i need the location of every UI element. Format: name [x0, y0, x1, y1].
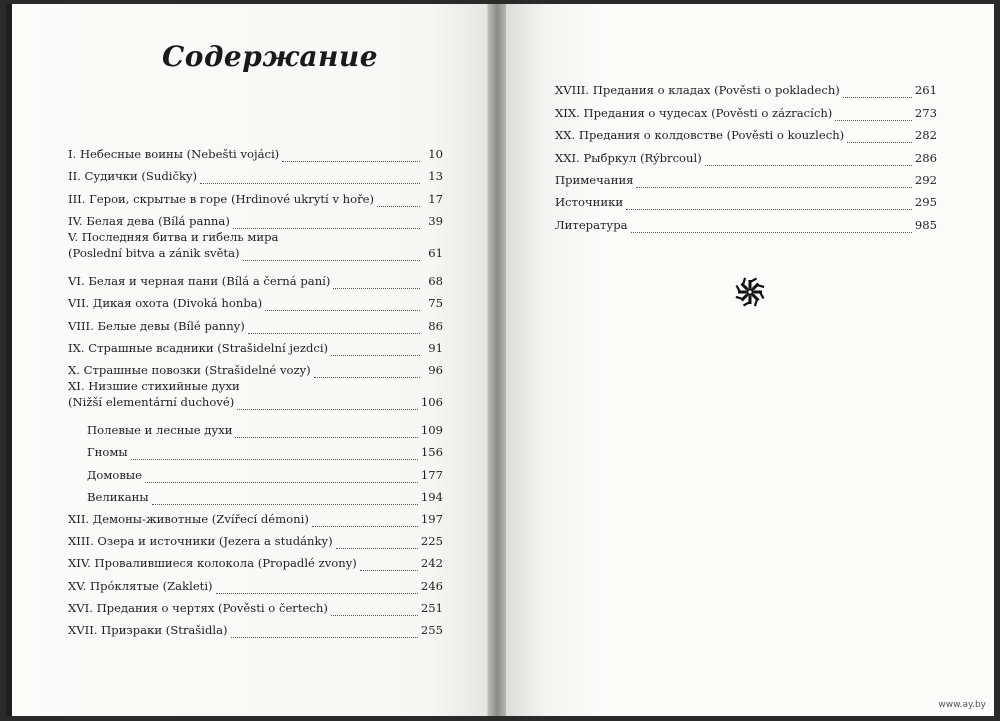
toc-entry-title: Великаны	[87, 489, 149, 504]
toc-page-number: 156	[420, 445, 443, 460]
toc-entry	[68, 505, 443, 527]
toc-left	[68, 140, 443, 638]
leader-dots	[847, 131, 912, 143]
left-page	[12, 4, 488, 716]
toc-entry-title: II. Судички (Sudičky)	[68, 169, 198, 184]
toc-entry	[68, 571, 443, 593]
toc-entry	[68, 527, 443, 549]
toc-page-number: 13	[428, 169, 443, 184]
toc-entry	[68, 334, 443, 356]
leader-dots	[835, 109, 912, 121]
toc-page-number: 75	[428, 296, 443, 311]
toc-entry-title: Гномы	[87, 445, 128, 460]
leader-dots	[216, 582, 418, 594]
toc-page-number: 61	[428, 245, 443, 260]
leader-dots	[282, 150, 420, 162]
toc-page-number: 246	[420, 578, 443, 593]
toc-right	[555, 76, 937, 233]
leader-dots	[331, 604, 418, 616]
toc-entry-title: Примечания	[555, 172, 634, 187]
toc-page-number: 985	[914, 217, 937, 232]
toc-entry-title: VII. Дикая охота (Divoká honba)	[68, 296, 263, 311]
leader-dots	[237, 398, 418, 410]
toc-entry-title: XIII. Озера и источники (Jezera a studánky)	[68, 534, 333, 549]
toc-entry	[68, 378, 443, 410]
leader-dots	[231, 626, 418, 638]
toc-page-number: 197	[420, 512, 443, 526]
leader-dots	[843, 86, 912, 98]
toc-page-number: 273	[914, 105, 937, 120]
toc-page-number: 68	[428, 274, 443, 289]
leader-dots	[331, 344, 420, 356]
leader-dots	[233, 217, 420, 229]
leader-dots	[243, 249, 420, 261]
leader-dots	[705, 154, 912, 166]
leader-dots	[312, 515, 418, 527]
toc-entry	[68, 289, 443, 311]
toc-entry-title: VIII. Белые девы (Bílé panny)	[68, 318, 245, 333]
toc-page-number: 286	[914, 150, 937, 165]
toc-entry-title: XVIII. Предания о кладах (Pověsti o pokladech)	[555, 83, 840, 98]
toc-page-number: 109	[420, 423, 443, 438]
toc-page-number: 255	[420, 622, 443, 637]
toc-entry	[68, 162, 443, 184]
leader-dots	[235, 426, 417, 438]
toc-entry	[555, 76, 937, 98]
toc-entry	[555, 188, 937, 210]
toc-entry-title: XI. Низшие стихийные духи	[68, 378, 240, 393]
leader-dots	[265, 299, 420, 311]
book-gutter	[488, 4, 506, 716]
toc-entry-title: IV. Белая дева (Bílá panna)	[68, 213, 230, 228]
toc-entry-subtitle: (Nižší elementární duchové)	[68, 394, 235, 409]
leader-dots	[336, 537, 418, 549]
toc-page-number: 242	[420, 556, 443, 571]
toc-entry	[68, 416, 443, 438]
toc-entry-title: X. Страшные повозки (Strašidelné vozy)	[68, 362, 311, 377]
leader-dots	[200, 172, 420, 184]
toc-entry	[68, 356, 443, 378]
leader-dots	[145, 471, 418, 483]
toc-entry-title: XIX. Предания о чудесах (Pověsti o zázracích)	[555, 105, 833, 120]
toc-entry-title: IX. Страшные всадники (Strašidelní jezdci)	[68, 340, 329, 355]
toc-entry-title: I. Небесные воины (Nebešti vojáci)	[68, 147, 280, 162]
toc-entry	[68, 549, 443, 571]
toc-page-number: 10	[428, 147, 443, 162]
toc-entry	[68, 483, 443, 505]
toc-entry-title: XXI. Рыбркул (Rýbrcoul)	[555, 150, 702, 165]
toc-entry-title: V. Последняя битва и гибель мира	[68, 229, 279, 244]
leader-dots	[360, 559, 418, 571]
toc-page-number: 177	[420, 467, 443, 482]
leader-dots	[248, 322, 420, 334]
toc-entry-subtitle: (Poslední bitva a zánik světa)	[68, 245, 240, 260]
toc-entry	[68, 438, 443, 460]
leader-dots	[333, 277, 420, 289]
toc-entry	[555, 98, 937, 120]
toc-entry	[68, 140, 443, 162]
toc-entry	[68, 460, 443, 482]
toc-page-number: 261	[914, 83, 937, 98]
toc-entry	[68, 207, 443, 229]
toc-entry-title: VI. Белая и черная пани (Bílá a černá paní)	[68, 274, 331, 289]
toc-page-number: 91	[428, 340, 443, 355]
toc-page-number: 96	[428, 362, 443, 377]
toc-entry	[68, 594, 443, 616]
toc-entry	[555, 166, 937, 188]
toc-entry	[555, 210, 937, 232]
toc-page-number: 17	[428, 191, 443, 206]
toc-entry	[555, 121, 937, 143]
leader-dots	[631, 221, 912, 233]
toc-page-number: 194	[420, 489, 443, 504]
toc-entry	[68, 267, 443, 289]
toc-entry-title: XIV. Провалившиеся колокола (Propadlé zvony)	[68, 556, 357, 571]
leader-dots	[377, 195, 420, 207]
toc-entry	[68, 311, 443, 333]
toc-entry-title: III. Герои, скрытые в горе (Hrdinové ukrytí v hoře)	[68, 191, 375, 206]
toc-page-number: 292	[914, 172, 937, 187]
toc-entry	[68, 184, 443, 206]
leader-dots	[626, 198, 912, 210]
toc-page-number: 39	[428, 213, 443, 228]
leader-dots	[152, 493, 418, 505]
leader-dots	[131, 448, 418, 460]
toc-entry-title: Литература	[555, 217, 628, 232]
toc-entry-title: Полевые и лесные духи	[87, 423, 233, 438]
toc-entry	[68, 616, 443, 638]
toc-page-number: 282	[914, 128, 937, 143]
book-spread	[6, 4, 994, 716]
toc-entry-title: Домовые	[87, 467, 143, 482]
toc-page-number: 86	[428, 318, 443, 333]
toc-entry-title: XVI. Предания о чертях (Pověsti o čertech)	[68, 600, 328, 615]
leader-dots	[636, 176, 911, 188]
kolovrat-icon	[734, 276, 766, 308]
page-title: Содержание	[162, 40, 379, 73]
right-page	[506, 4, 994, 716]
leader-dots	[314, 366, 420, 378]
toc-entry-title: XII. Демоны-животные (Zvířecí démoni)	[68, 512, 309, 526]
watermark: www.ay.by	[938, 700, 986, 710]
toc-page-number: 106	[420, 394, 443, 409]
toc-entry-title: XVII. Призраки (Strašidla)	[68, 622, 228, 637]
toc-entry	[555, 143, 937, 165]
toc-page-number: 251	[420, 600, 443, 615]
toc-entry-title: Источники	[555, 195, 624, 210]
toc-page-number: 225	[420, 534, 443, 549]
toc-entry-title: XV. Прóклятые (Zakleti)	[68, 578, 213, 593]
toc-page-number: 295	[914, 195, 937, 210]
toc-entry-title: XX. Предания о колдовстве (Pověsti o kouzlech)	[555, 128, 845, 143]
toc-entry	[68, 229, 443, 261]
